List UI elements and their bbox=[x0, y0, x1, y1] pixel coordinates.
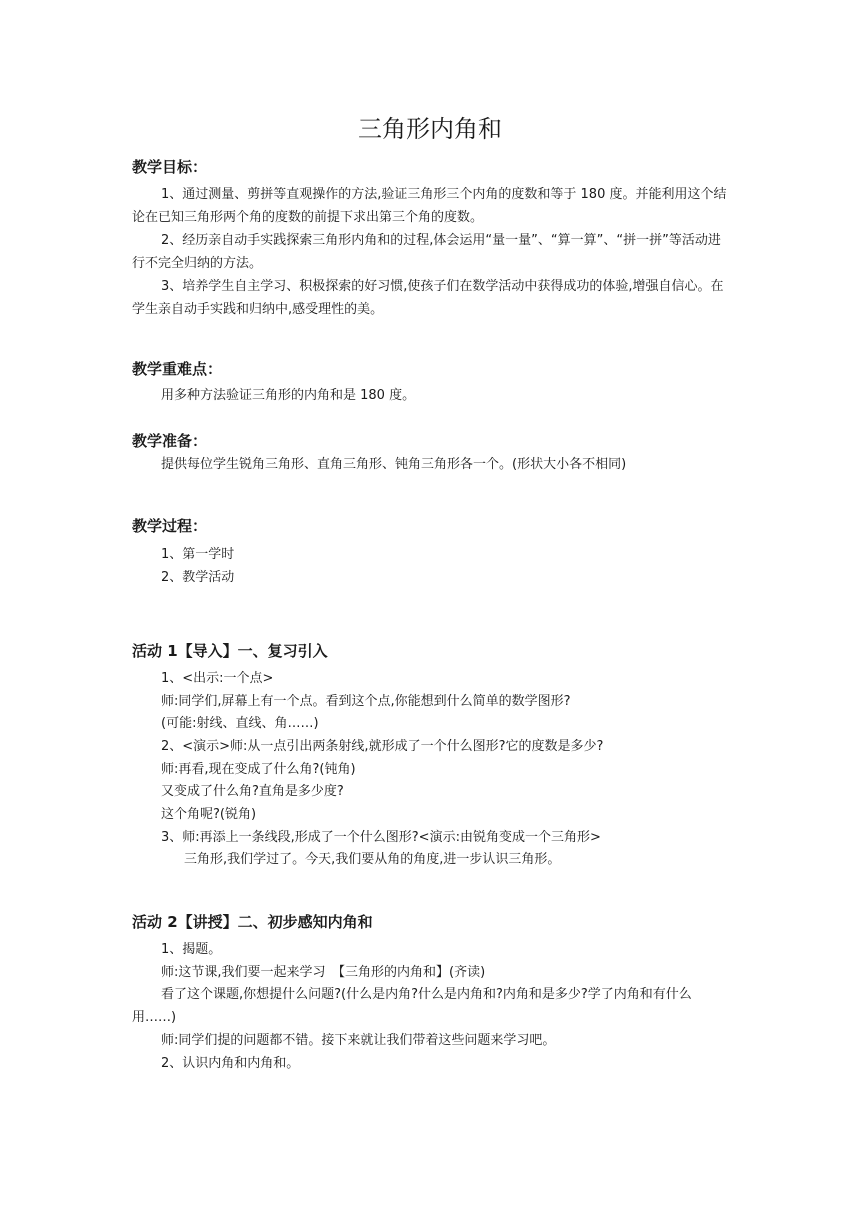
activity1-line: 2、<演示>师:从一点引出两条射线,就形成了一个什么图形?它的度数是多少? bbox=[161, 739, 604, 754]
activity1-line: 三角形,我们学过了。今天,我们要从角的角度,进一步认识三角形。 bbox=[184, 852, 561, 867]
activity1-line: 这个角呢?(锐角) bbox=[161, 807, 257, 822]
activity1-line: 师:同学们,屏幕上有一个点。看到这个点,你能想到什么简单的数学图形? bbox=[161, 694, 571, 709]
activity2-line: 师:同学们提的问题都不错。接下来就让我们带着这些问题来学习吧。 bbox=[161, 1033, 556, 1048]
preparation-text: 提供每位学生锐角三角形、直角三角形、钝角三角形各一个。(形状大小各不相同) bbox=[161, 457, 627, 472]
activity1-line: 3、师:再添上一条线段,形成了一个什么图形?<演示:由锐角变成一个三角形> bbox=[161, 830, 601, 845]
key-points-text: 用多种方法验证三角形的内角和是 180 度。 bbox=[161, 388, 416, 403]
objective-item-3: 3、培养学生自主学习、积极探索的好习惯,使孩子们在数学活动中获得成功的体验,增强自信心。在学生亲自动手实践和归纳中,感受理性的美。 bbox=[132, 279, 724, 317]
activity1-line: 师:再看,现在变成了什么角?(钝角) bbox=[161, 762, 356, 777]
objective-item-1: 1、通过测量、剪拼等直观操作的方法,验证三角形三个内角的度数和等于 180 度。并能利用这个结论在已知三角形两个角的度数的前提下求出第三个角的度数。 bbox=[132, 187, 727, 225]
activity2-line: 2、认识内角和内角和。 bbox=[161, 1056, 300, 1071]
activity2-heading: 活动 2【讲授】二、初步感知内角和 bbox=[132, 913, 373, 931]
activity1-line: (可能:射线、直线、角……) bbox=[161, 716, 319, 731]
activity2-line: 看了这个课题,你想提什么问题?(什么是内角?什么是内角和?内角和是多少?学了内角和有什么用……) bbox=[132, 987, 692, 1025]
objectives-heading: 教学目标： bbox=[132, 158, 208, 176]
objective-item-2: 2、经历亲自动手实践探索三角形内角和的过程,体会运用“量一量”、“算一算”、“拼一拼”等活动进行不完全归纳的方法。 bbox=[132, 233, 721, 271]
preparation-heading: 教学准备： bbox=[132, 432, 208, 450]
process-item-1: 1、第一学时 bbox=[161, 547, 235, 562]
process-item-2: 2、教学活动 bbox=[161, 570, 235, 585]
activity2-line: 师:这节课,我们要一起来学习 【三角形的内角和】(齐读) bbox=[161, 965, 486, 980]
key-points-heading: 教学重难点： bbox=[132, 360, 223, 378]
activity1-line: 1、<出示:一个点> bbox=[161, 671, 274, 686]
document-title: 三角形内角和 bbox=[358, 115, 502, 143]
activity2-line: 1、揭题。 bbox=[161, 942, 222, 957]
activity1-heading: 活动 1【导入】一、复习引入 bbox=[132, 642, 328, 660]
activity1-line: 又变成了什么角?直角是多少度? bbox=[161, 784, 344, 799]
process-heading: 教学过程： bbox=[132, 517, 208, 535]
